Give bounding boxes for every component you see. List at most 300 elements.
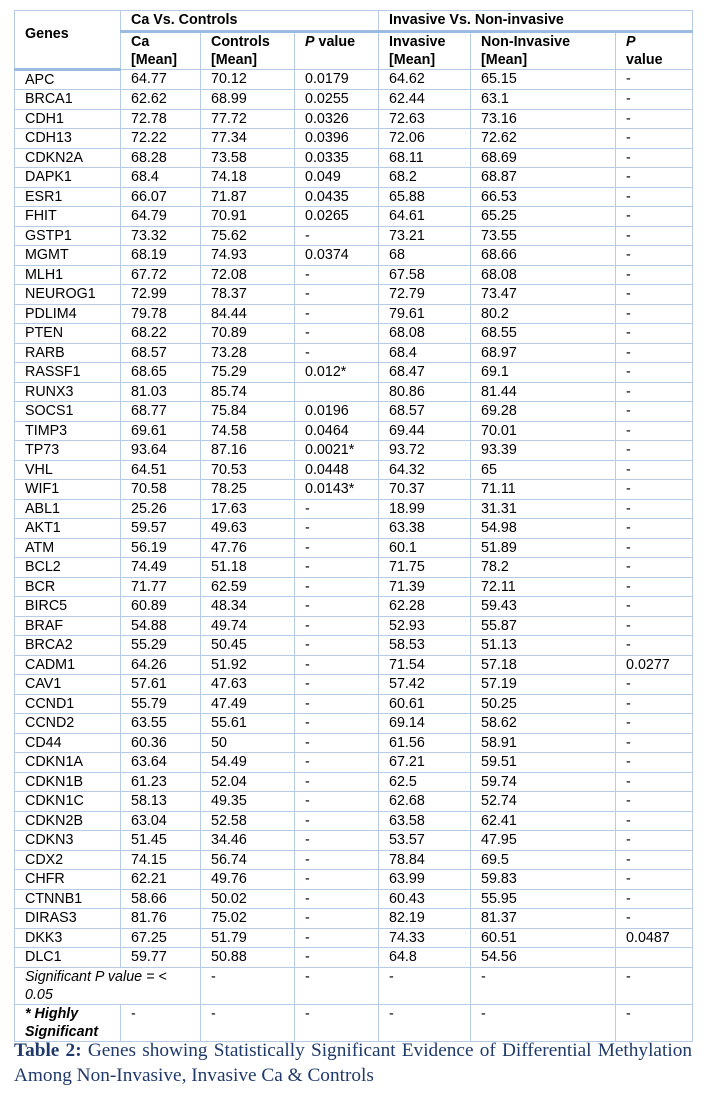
table-row	[15, 538, 693, 558]
table-row	[15, 343, 693, 363]
table-cell	[295, 382, 379, 402]
table-cell: -	[616, 148, 693, 168]
table-cell: 68.22	[121, 324, 201, 344]
table-cell: -	[295, 343, 379, 363]
table-cell: 62.41	[471, 811, 616, 831]
table-cell: 0.0021*	[295, 441, 379, 461]
table-row	[15, 928, 693, 948]
table-cell: 68.87	[471, 168, 616, 188]
table-cell: 47.49	[201, 694, 295, 714]
gene-name-cell: CCND2	[15, 714, 121, 734]
table-cell: 0.0179	[295, 69, 379, 90]
sub-header-line2: [Mean]	[131, 51, 178, 68]
table-cell: 51.89	[471, 538, 616, 558]
table-row	[15, 831, 693, 851]
table-row	[15, 889, 693, 909]
footer-cell: -	[471, 967, 616, 1004]
table-cell: -	[616, 597, 693, 617]
table-cell: -	[616, 753, 693, 773]
sub-header-0	[121, 31, 201, 69]
table-cell: 69.5	[471, 850, 616, 870]
table-row	[15, 675, 693, 695]
table-cell: 68.08	[379, 324, 471, 344]
table-cell: 73.21	[379, 226, 471, 246]
gene-name-cell: CDKN1A	[15, 753, 121, 773]
table-cell: 57.18	[471, 655, 616, 675]
table-cell: 58.66	[121, 889, 201, 909]
table-cell: -	[295, 304, 379, 324]
table-cell: -	[295, 870, 379, 890]
table-cell: 93.39	[471, 441, 616, 461]
gene-name-cell: ATM	[15, 538, 121, 558]
gene-name-cell: SOCS1	[15, 402, 121, 422]
footer-cell: -	[295, 967, 379, 1004]
highly-significant-note: * Highly Significant	[15, 1004, 121, 1041]
table-cell: 62.59	[201, 577, 295, 597]
gene-name-cell: CHFR	[15, 870, 121, 890]
table-cell: 72.62	[471, 129, 616, 149]
gene-name-cell: CTNNB1	[15, 889, 121, 909]
table-row	[15, 226, 693, 246]
table-cell: 55.61	[201, 714, 295, 734]
table-cell: 0.0255	[295, 90, 379, 110]
table-cell: 51.45	[121, 831, 201, 851]
table-cell: 82.19	[379, 909, 471, 929]
table-cell: 70.53	[201, 460, 295, 480]
table-row	[15, 304, 693, 324]
table-cell: -	[616, 324, 693, 344]
table-cell: 70.91	[201, 207, 295, 227]
table-row	[15, 207, 693, 227]
gene-name-cell: MLH1	[15, 265, 121, 285]
table-cell: 70.01	[471, 421, 616, 441]
table-cell: 67.21	[379, 753, 471, 773]
footer-cell: -	[616, 1004, 693, 1041]
table-cell: 68.55	[471, 324, 616, 344]
methylation-table	[14, 10, 693, 1042]
table-row	[15, 636, 693, 656]
table-cell: 64.62	[379, 69, 471, 90]
sub-header-line2: [Mean]	[481, 51, 528, 68]
table-cell: 74.18	[201, 168, 295, 188]
footer-row	[15, 1004, 693, 1041]
table-cell: 71.11	[471, 480, 616, 500]
table-cell: 65.15	[471, 69, 616, 90]
table-cell: 0.0374	[295, 246, 379, 266]
table-cell: 69.28	[471, 402, 616, 422]
table-cell: -	[616, 811, 693, 831]
gene-name-cell: AKT1	[15, 519, 121, 539]
table-cell: 73.16	[471, 109, 616, 129]
table-cell: -	[295, 519, 379, 539]
gene-name-cell: NEUROG1	[15, 285, 121, 305]
table-cell: 51.13	[471, 636, 616, 656]
table-cell: -	[295, 636, 379, 656]
table-cell: 64.26	[121, 655, 201, 675]
table-row	[15, 441, 693, 461]
table-cell: 66.07	[121, 187, 201, 207]
table-cell: 79.61	[379, 304, 471, 324]
table-cell: 51.92	[201, 655, 295, 675]
table-cell: 47.76	[201, 538, 295, 558]
table-cell: 68.69	[471, 148, 616, 168]
table-cell: 52.58	[201, 811, 295, 831]
table-cell: 71.39	[379, 577, 471, 597]
table-cell: -	[616, 519, 693, 539]
table-cell: -	[616, 499, 693, 519]
table-cell: -	[616, 343, 693, 363]
gene-name-cell: PDLIM4	[15, 304, 121, 324]
table-cell: 81.03	[121, 382, 201, 402]
gene-name-cell: PTEN	[15, 324, 121, 344]
table-cell: -	[295, 675, 379, 695]
table-cell: 69.1	[471, 363, 616, 383]
table-cell: 67.72	[121, 265, 201, 285]
table-cell: 52.04	[201, 772, 295, 792]
table-cell: 70.37	[379, 480, 471, 500]
table-cell: 0.049	[295, 168, 379, 188]
table-cell: 49.35	[201, 792, 295, 812]
table-cell: 62.62	[121, 90, 201, 110]
table-cell: 62.5	[379, 772, 471, 792]
table-cell: -	[616, 772, 693, 792]
table-cell: -	[295, 558, 379, 578]
table-cell: 73.58	[201, 148, 295, 168]
table-cell: 63.58	[379, 811, 471, 831]
table-cell: 71.87	[201, 187, 295, 207]
table-cell: 31.31	[471, 499, 616, 519]
table-cell: 72.78	[121, 109, 201, 129]
table-cell: -	[295, 772, 379, 792]
footer-cell: -	[121, 1004, 201, 1041]
gene-name-cell: ESR1	[15, 187, 121, 207]
table-cell: 81.76	[121, 909, 201, 929]
table-cell: 53.57	[379, 831, 471, 851]
table-cell: 77.34	[201, 129, 295, 149]
sub-header-line2: [Mean]	[211, 51, 258, 68]
sub-header-3	[379, 31, 471, 69]
gene-name-cell: RARB	[15, 343, 121, 363]
table-row	[15, 772, 693, 792]
gene-name-cell: CDH13	[15, 129, 121, 149]
table-cell: 72.79	[379, 285, 471, 305]
table-cell: 64.51	[121, 460, 201, 480]
table-cell: 69.14	[379, 714, 471, 734]
table-cell: 63.04	[121, 811, 201, 831]
table-cell: -	[616, 187, 693, 207]
table-cell: 69.61	[121, 421, 201, 441]
table-cell: -	[616, 733, 693, 753]
table-cell: 57.61	[121, 675, 201, 695]
table-cell: 58.91	[471, 733, 616, 753]
footer-cell: -	[295, 1004, 379, 1041]
table-cell: 68.19	[121, 246, 201, 266]
sub-header-line1: Invasive	[389, 33, 446, 50]
table-cell: 18.99	[379, 499, 471, 519]
table-cell: -	[616, 870, 693, 890]
table-cell: -	[616, 304, 693, 324]
table-cell: 59.74	[471, 772, 616, 792]
table-row	[15, 402, 693, 422]
gene-name-cell: VHL	[15, 460, 121, 480]
significance-note: Significant P value = < 0.05	[15, 967, 201, 1004]
table-cell: 63.1	[471, 90, 616, 110]
table-cell: 68.66	[471, 246, 616, 266]
table-cell: 59.57	[121, 519, 201, 539]
table-row	[15, 187, 693, 207]
table-row	[15, 850, 693, 870]
table-cell: 50.02	[201, 889, 295, 909]
gene-name-cell: CDKN2A	[15, 148, 121, 168]
table-cell: 50.88	[201, 948, 295, 968]
table-cell: 71.54	[379, 655, 471, 675]
table-cell: 75.29	[201, 363, 295, 383]
table-cell: -	[616, 577, 693, 597]
table-cell: 93.72	[379, 441, 471, 461]
table-cell: -	[616, 109, 693, 129]
table-cell: -	[295, 538, 379, 558]
table-cell: 75.84	[201, 402, 295, 422]
gene-name-cell: RUNX3	[15, 382, 121, 402]
table-cell: 85.74	[201, 382, 295, 402]
table-cell: -	[616, 889, 693, 909]
gene-name-cell: TIMP3	[15, 421, 121, 441]
table-cell: 73.47	[471, 285, 616, 305]
table-row	[15, 109, 693, 129]
table-row	[15, 577, 693, 597]
table-cell: 72.63	[379, 109, 471, 129]
table-cell: -	[295, 909, 379, 929]
table-cell: 68.11	[379, 148, 471, 168]
table-cell: 63.38	[379, 519, 471, 539]
table-cell: 0.0487	[616, 928, 693, 948]
table-cell: 50.25	[471, 694, 616, 714]
table-cell: 80.86	[379, 382, 471, 402]
table-cell: 73.32	[121, 226, 201, 246]
table-row	[15, 148, 693, 168]
table-cell: 60.36	[121, 733, 201, 753]
table-cell: 70.12	[201, 69, 295, 90]
table-row	[15, 265, 693, 285]
table-cell: 55.79	[121, 694, 201, 714]
table-cell: 72.11	[471, 577, 616, 597]
table-body	[15, 69, 693, 967]
table-cell: 60.51	[471, 928, 616, 948]
table-cell: 0.0335	[295, 148, 379, 168]
table-cell: -	[295, 616, 379, 636]
group-header-ca-vs-controls: Ca Vs. Controls	[121, 11, 379, 32]
gene-name-cell: CD44	[15, 733, 121, 753]
table-cell: 59.77	[121, 948, 201, 968]
table-cell: 0.0396	[295, 129, 379, 149]
table-cell: 49.74	[201, 616, 295, 636]
table-cell: 67.58	[379, 265, 471, 285]
table-cell: 58.62	[471, 714, 616, 734]
group-header-row	[15, 11, 693, 32]
table-row	[15, 324, 693, 344]
gene-name-cell: ABL1	[15, 499, 121, 519]
table-cell: -	[295, 324, 379, 344]
table-cell: 63.99	[379, 870, 471, 890]
table-cell: 63.55	[121, 714, 201, 734]
footer-cell: -	[201, 1004, 295, 1041]
table-cell: 59.83	[471, 870, 616, 890]
table-cell: 68.2	[379, 168, 471, 188]
sub-header-2	[295, 31, 379, 69]
table-cell: 68.77	[121, 402, 201, 422]
table-cell: 50.45	[201, 636, 295, 656]
table-cell: 0.0143*	[295, 480, 379, 500]
table-cell: 0.0265	[295, 207, 379, 227]
gene-name-cell: DLC1	[15, 948, 121, 968]
table-footer	[15, 967, 693, 1041]
table-cell: 0.0435	[295, 187, 379, 207]
table-cell: -	[295, 577, 379, 597]
table-cell: 49.76	[201, 870, 295, 890]
sub-header-1	[201, 31, 295, 69]
gene-name-cell: DIRAS3	[15, 909, 121, 929]
gene-name-cell: BCL2	[15, 558, 121, 578]
table-cell: 79.78	[121, 304, 201, 324]
table-cell: 56.19	[121, 538, 201, 558]
gene-name-cell: CDKN3	[15, 831, 121, 851]
table-cell: -	[295, 948, 379, 968]
table-cell: 54.98	[471, 519, 616, 539]
table-cell: 68	[379, 246, 471, 266]
table-row	[15, 558, 693, 578]
sub-header-line2: value	[626, 51, 663, 68]
gene-name-cell: CDH1	[15, 109, 121, 129]
group-header-invasive-vs-noninvasive: Invasive Vs. Non-invasive	[379, 11, 693, 32]
table-cell: -	[616, 129, 693, 149]
gene-name-cell: GSTP1	[15, 226, 121, 246]
table-cell: -	[295, 655, 379, 675]
table-cell: -	[295, 753, 379, 773]
table-cell: 71.75	[379, 558, 471, 578]
table-cell: -	[616, 636, 693, 656]
table-cell: -	[616, 558, 693, 578]
gene-name-cell: BRCA2	[15, 636, 121, 656]
table-cell: -	[616, 694, 693, 714]
table-row	[15, 753, 693, 773]
table-cell: 51.79	[201, 928, 295, 948]
table-cell: 72.99	[121, 285, 201, 305]
table-cell: 68.28	[121, 148, 201, 168]
table-cell: -	[616, 441, 693, 461]
table-cell: -	[616, 226, 693, 246]
table-cell: 62.21	[121, 870, 201, 890]
table-row	[15, 499, 693, 519]
table-row	[15, 733, 693, 753]
sub-header-line2: [Mean]	[389, 51, 436, 68]
table-cell: 81.44	[471, 382, 616, 402]
table-cell: 69.44	[379, 421, 471, 441]
gene-name-cell: DAPK1	[15, 168, 121, 188]
table-cell: 74.49	[121, 558, 201, 578]
table-cell: 48.34	[201, 597, 295, 617]
table-cell: -	[616, 675, 693, 695]
table-row	[15, 69, 693, 90]
table-cell: -	[295, 714, 379, 734]
table-cell: 68.4	[379, 343, 471, 363]
table-cell: 58.53	[379, 636, 471, 656]
gene-name-cell: APC	[15, 69, 121, 90]
gene-name-cell: BCR	[15, 577, 121, 597]
caption-label: Table 2:	[14, 1040, 82, 1061]
table-row	[15, 616, 693, 636]
table-cell: 52.93	[379, 616, 471, 636]
gene-name-cell: CDKN1C	[15, 792, 121, 812]
table-cell: 63.64	[121, 753, 201, 773]
sub-header-italic: P	[305, 33, 315, 50]
gene-name-cell: CDKN2B	[15, 811, 121, 831]
table-cell: 72.06	[379, 129, 471, 149]
table-cell: 65	[471, 460, 616, 480]
table-cell: 70.89	[201, 324, 295, 344]
table-cell: 58.13	[121, 792, 201, 812]
gene-name-cell: CAV1	[15, 675, 121, 695]
table-cell: 61.56	[379, 733, 471, 753]
table-cell: -	[616, 831, 693, 851]
table-row	[15, 694, 693, 714]
table-cell: 78.25	[201, 480, 295, 500]
table-cell: 59.51	[471, 753, 616, 773]
table-cell: -	[616, 909, 693, 929]
table-cell: -	[616, 792, 693, 812]
table-cell: 93.64	[121, 441, 201, 461]
table-row	[15, 811, 693, 831]
table-cell: 68.97	[471, 343, 616, 363]
table-cell: 60.1	[379, 538, 471, 558]
table-cell: 64.77	[121, 69, 201, 90]
footer-cell: -	[201, 967, 295, 1004]
table-cell: -	[616, 90, 693, 110]
table-row	[15, 792, 693, 812]
table-cell: -	[616, 363, 693, 383]
table-cell: -	[616, 382, 693, 402]
table-cell: -	[295, 285, 379, 305]
table-cell	[616, 948, 693, 968]
table-cell: -	[295, 792, 379, 812]
table-cell: 54.49	[201, 753, 295, 773]
table-cell: -	[616, 246, 693, 266]
table-cell: 49.63	[201, 519, 295, 539]
sub-header-line1: Controls	[211, 33, 270, 50]
table-cell: 78.2	[471, 558, 616, 578]
table-cell: 60.61	[379, 694, 471, 714]
table-cell: 81.37	[471, 909, 616, 929]
table-cell: 77.72	[201, 109, 295, 129]
table-cell: 68.65	[121, 363, 201, 383]
table-cell: -	[616, 480, 693, 500]
table-cell: 68.99	[201, 90, 295, 110]
table-cell: 17.63	[201, 499, 295, 519]
table-cell: 74.33	[379, 928, 471, 948]
gene-name-cell: CDKN1B	[15, 772, 121, 792]
table-cell: -	[616, 402, 693, 422]
table-cell: 34.46	[201, 831, 295, 851]
table-cell: 52.74	[471, 792, 616, 812]
table-cell: 73.55	[471, 226, 616, 246]
table-cell: 74.58	[201, 421, 295, 441]
table-cell: 54.56	[471, 948, 616, 968]
gene-name-cell: BIRC5	[15, 597, 121, 617]
table-row	[15, 597, 693, 617]
table-cell: 0.0196	[295, 402, 379, 422]
table-cell: -	[295, 226, 379, 246]
table-cell: -	[616, 265, 693, 285]
table-cell: 25.26	[121, 499, 201, 519]
